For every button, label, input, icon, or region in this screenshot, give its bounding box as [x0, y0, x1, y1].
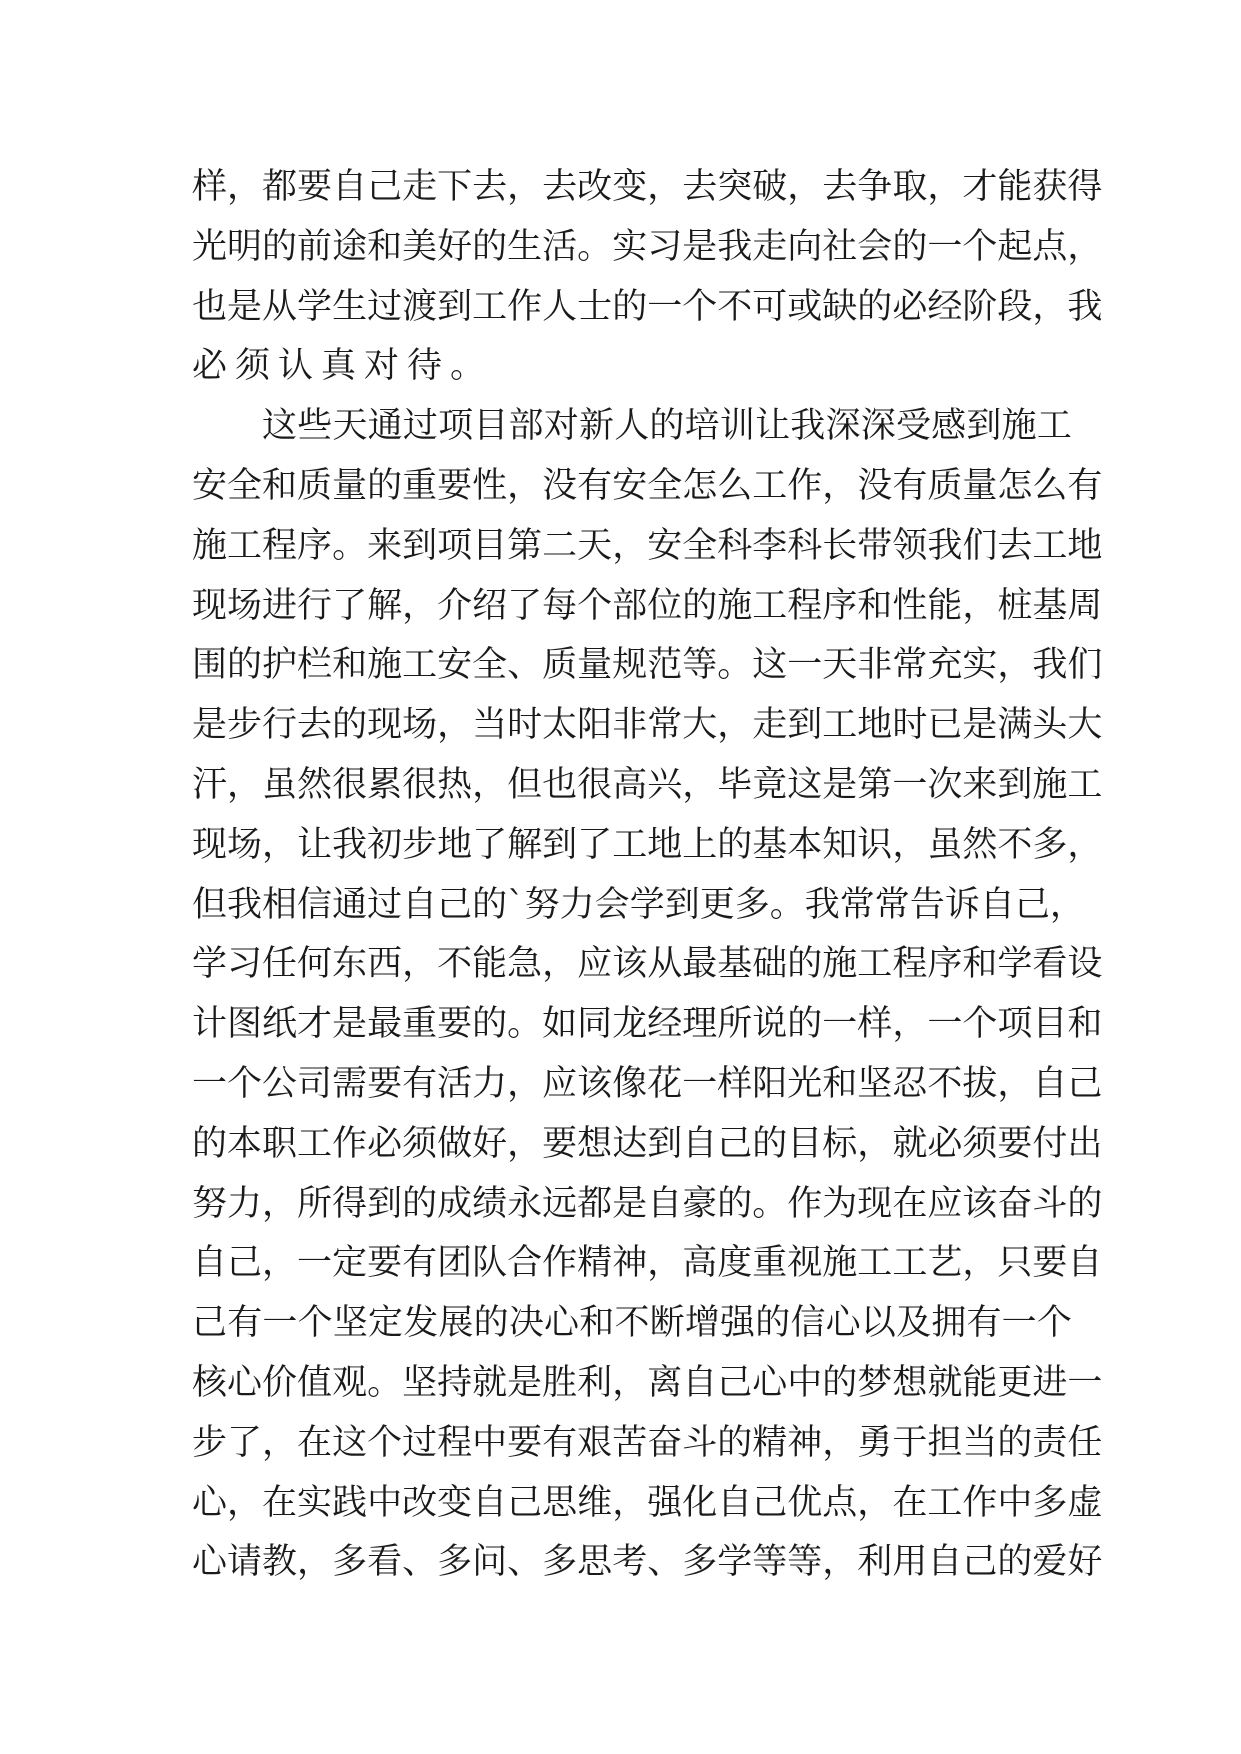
- text-line: 这 些 天 通 过 项 目 部 对 新 人 的 培 训 让 我 深 深 受 感 到 施 工: [262, 406, 1072, 447]
- text-line: 步 了 ， 在 这 个 过 程 中 要 有 艰 苦 奋 斗 的 精 神 ， 勇 于 担 当 的 责 任: [192, 1422, 1103, 1463]
- text-line: 心 ， 在 实 践 中 改 变 自 己 思 维 ， 强 化 自 己 优 点 ， 在 工 作 中 多 虚: [192, 1482, 1103, 1523]
- text-line: 光 明 的 前 途 和 美 好 的 生 活 。 实 习 是 我 走 向 社 会 的 一 个 起 点 ，: [192, 226, 1103, 267]
- body-text: [192, 158, 1103, 1593]
- text-line: 但 我 相 信 通 过 自 己 的 ` 努 力 会 学 到 更 多 。 我 常 常 告 诉 自 己 ，: [192, 884, 1085, 925]
- text-line: 一 个 公 司 需 要 有 活 力 ， 应 该 像 花 一 样 阳 光 和 坚 忍 不 拔 ， 自 己: [192, 1063, 1103, 1104]
- text-line: 围 的 护 栏 和 施 工 安 全 、 质 量 规 范 等 。 这 一 天 非 常 充 实 ， 我 们: [192, 645, 1103, 686]
- text-line: 是 步 行 去 的 现 场 ， 当 时 太 阳 非 常 大 ， 走 到 工 地 时 已 是 满 头 大: [192, 705, 1103, 746]
- text-line: 计 图 纸 才 是 最 重 要 的 。 如 同 龙 经 理 所 说 的 一 样 ， 一 个 项 目 和: [192, 1004, 1103, 1045]
- text-line: 必须认真对待。: [192, 346, 494, 387]
- text-line: 现 场 进 行 了 解 ， 介 绍 了 每 个 部 位 的 施 工 程 序 和 性 能 ， 桩 基 周: [192, 585, 1103, 626]
- text-line: 施 工 程 序 。 来 到 项 目 第 二 天 ， 安 全 科 李 科 长 带 领 我 们 去 工 地: [192, 525, 1103, 566]
- text-line: 的 本 职 工 作 必 须 做 好 ， 要 想 达 到 自 己 的 目 标 ， 就 必 须 要 付 出: [192, 1123, 1103, 1164]
- text-line: 样 ， 都 要 自 己 走 下 去 ， 去 改 变 ， 去 突 破 ， 去 争 取 ， 才 能 获 得: [192, 167, 1103, 207]
- text-line: 自 己 ， 一 定 要 有 团 队 合 作 精 神 ， 高 度 重 视 施 工 工 艺 ， 只 要 自: [192, 1243, 1103, 1284]
- text-line: 现 场 ， 让 我 初 步 地 了 解 到 了 工 地 上 的 基 本 知 识 ， 虽 然 不 多 ，: [192, 824, 1103, 865]
- text-line: 安 全 和 质 量 的 重 要 性 ， 没 有 安 全 怎 么 工 作 ， 没 有 质 量 怎 么 有: [192, 465, 1103, 506]
- text-line: 也 是 从 学 生 过 渡 到 工 作 人 士 的 一 个 不 可 或 缺 的 必 经 阶 段 ， 我: [192, 286, 1103, 327]
- text-line: 努 力 ， 所 得 到 的 成 绩 永 远 都 是 自 豪 的 。 作 为 现 在 应 该 奋 斗 的: [192, 1183, 1103, 1224]
- text-line: 学 习 任 何 东 西 ， 不 能 急 ， 应 该 从 最 基 础 的 施 工 程 序 和 学 看 设: [192, 944, 1103, 985]
- text-line: 汗 ， 虽 然 很 累 很 热 ， 但 也 很 高 兴 ， 毕 竟 这 是 第 一 次 来 到 施 工: [192, 764, 1103, 805]
- text-line: 心 请 教 ， 多 看 、 多 问 、 多 思 考 、 多 学 等 等 ， 利 用 自 己 的 爱 好: [192, 1542, 1103, 1583]
- text-line: 核 心 价 值 观 。 坚 持 就 是 胜 利 ， 离 自 己 心 中 的 梦 想 就 能 更 进 一: [192, 1362, 1103, 1403]
- text-line: 己 有 一 个 坚 定 发 展 的 决 心 和 不 断 增 强 的 信 心 以 及 拥 有 一 个: [192, 1303, 1072, 1344]
